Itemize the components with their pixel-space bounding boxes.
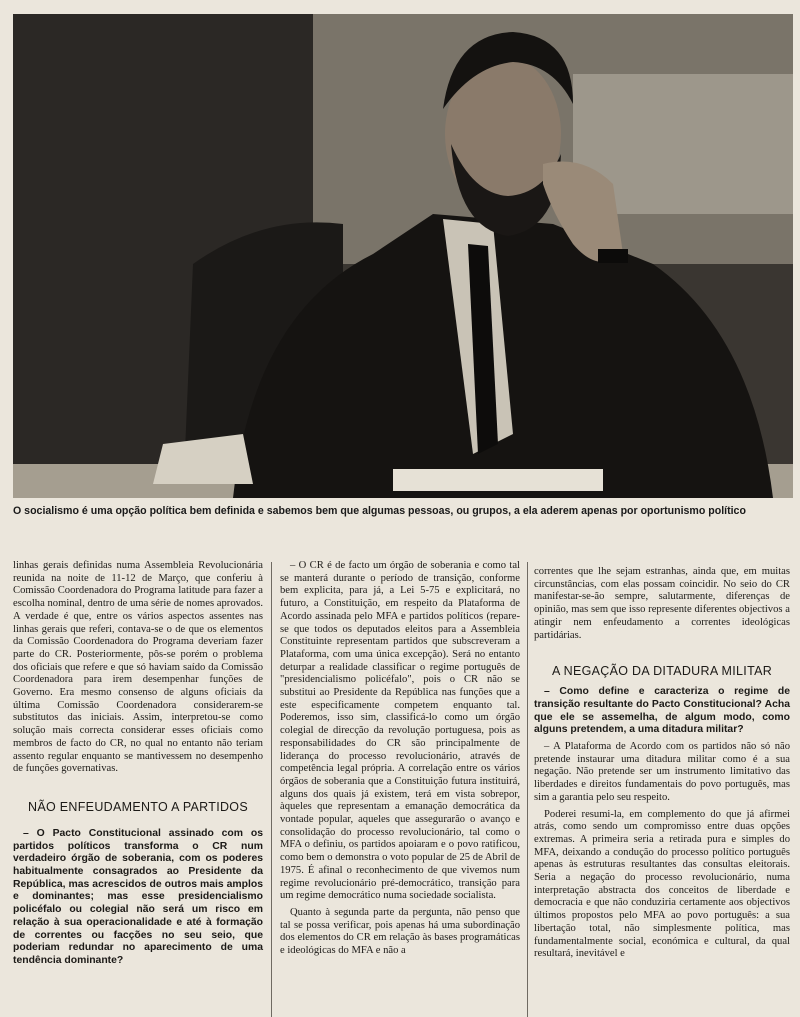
column-divider bbox=[271, 562, 272, 1017]
paragraph: – O CR é de facto um órgão de soberania e como tal se manterá durante o período de transição, conforme bem explicita, para já, a Lei 5-75 e explicitará, no futuro, a Constituição, em respeito da Plataforma de Acordo assinada pelo MFA e partidos políticos (repare-se que todos os deputados eleitos para a Assembleia Constituinte representam partidos que subscreveram a Plataforma, com uma única excepção). Será no entanto deturpar a realidade classificar o regime português de "presidencialismo policéfalo", pois o CR não se substitui ao Presidente da República nas funções que a este especificamente competem enquanto tal. Poderemos, isso sim, classificá-lo como um órgão colegial de direcção da revolução portuguesa, pois as responsabilidades do CR são principalmente de liderança do processo revolucionário, através de competência legal própria. A correlação entre os vários órgãos de soberania que a Constituição futura instituirá, alguns dos quais já existem, terá em vista sobrepor, àqueles que representam a emanação democrática da vontade popular, aqueles que assegurarão o avanço e consolidação do processo revolucionário, tal como o MFA o definiu, os partidos apoiaram e o povo ratificou, como bem o demonstra o voto popular de 25 de Abril de 1975. É afinal o reconhecimento de que vivemos num regime revolucionário pré-democrático, transição para um regime democrático numa sociedade socialista. bbox=[280, 560, 520, 902]
article-column-2 bbox=[280, 560, 520, 962]
interview-question: – Como define e caracteriza o regime de transição resultante do Pacto Constitucional? Acha que ele se assemelha, de algum modo, como alguns pretendem, a uma ditadura militar? bbox=[534, 686, 790, 736]
column-divider bbox=[527, 562, 528, 1017]
photo-caption: O socialismo é uma opção política bem definida e sabemos bem que algumas pessoas, ou grupos, a ela aderem apenas por oportunismo político bbox=[13, 505, 746, 517]
section-heading: NÃO ENFEUDAMENTO A PARTIDOS bbox=[28, 799, 248, 814]
article-column-3 bbox=[534, 566, 790, 965]
section-heading: A NEGAÇÃO DA DITADURA MILITAR bbox=[551, 664, 773, 679]
article-column-1 bbox=[13, 560, 263, 972]
portrait-photo bbox=[13, 14, 793, 498]
paragraph: correntes que lhe sejam estranhas, ainda que, em muitas circunstâncias, com elas possam coincidir. No seio do CR manifestar-se-ão sempre, salutarmente, diferenças de opinião, mas sem que isso represente diferentes objectivos a atingir nem enfeudamento a correntes ideológicas partidárias. bbox=[534, 566, 790, 641]
man-portrait-photo-icon bbox=[13, 14, 793, 498]
paragraph: linhas gerais definidas numa Assembleia Revolucionária reunida na noite de 11-12 de Março, que conferiu à Comissão Coordenadora do Programa latitude para fazer a escolha nominal, dentro de uma série de nomes aprovados. A verdade é que, entre os vários aspectos assentes nas linhas gerais que referi, contava-se o de que os elementos da Comissão Coordenadora do Programa deveriam fazer parte do CR. Posteriormente, pôs-se porém o problema dos oficiais que refere e que só haviam saído da Comissão Coordenadora para irem desempenhar funções de Governo. Era mesmo consenso de alguns oficiais da última Comissão Coordenadora considerarem-se substitutos das iniciais. Assim, interpretou-se como solução mais correcta considerar esses oficiais como membros de facto do CR, no qual no entanto não teriam assento regular enquanto se mantivessem no desempenho de funções governativas. bbox=[13, 560, 263, 775]
interview-question: – O Pacto Constitucional assinado com os partidos políticos transforma o CR num verdadeiro órgão de soberania, com os poderes habitualmente consagrados ao Presidente da República, mas acrescidos de outros mais amplos e dominantes; mas esse presidencialismo policéfalo ou colegial não será um risco em relação à sua operacionalidade e até à formação de correntes ou facções no seu seio, que poderiam redundar no aparecimento de uma tendência dominante? bbox=[13, 827, 263, 966]
paragraph: Quanto à segunda parte da pergunta, não penso que tal se possa verificar, pois apenas há uma subordinação dos elementos do CR em relação às bases programáticas e ideológicas do MFA e não a bbox=[280, 906, 520, 957]
paragraph: – A Plataforma de Acordo com os partidos não só não pretende instaurar uma ditadura militar como é a sua negação. Não pretende ser um instrumento limitativo das liberdades e direitos fundamentais do povo português, mas sim a garantia pelo seu respeito. bbox=[534, 741, 790, 803]
paragraph: Poderei resumi-la, em complemento do que já afirmei atrás, como sendo um compromisso entre duas opções extremas. A primeira seria a retirada pura e simples do MFA, deixando a condução do processo político português apenas às estruturas resultantes das consultas eleitorais. Seria a negação do processo revolucionário, numa interpretação abstracta dos conceitos de liberdade e democracia e que não conduziria certamente aos objectivos últimos propostos pelo MFA ao povo português: a sua libertação total, não simplesmente política, mas fundamentalmente social, económica e cultural, da qual resultará, inevitável e bbox=[534, 808, 790, 960]
